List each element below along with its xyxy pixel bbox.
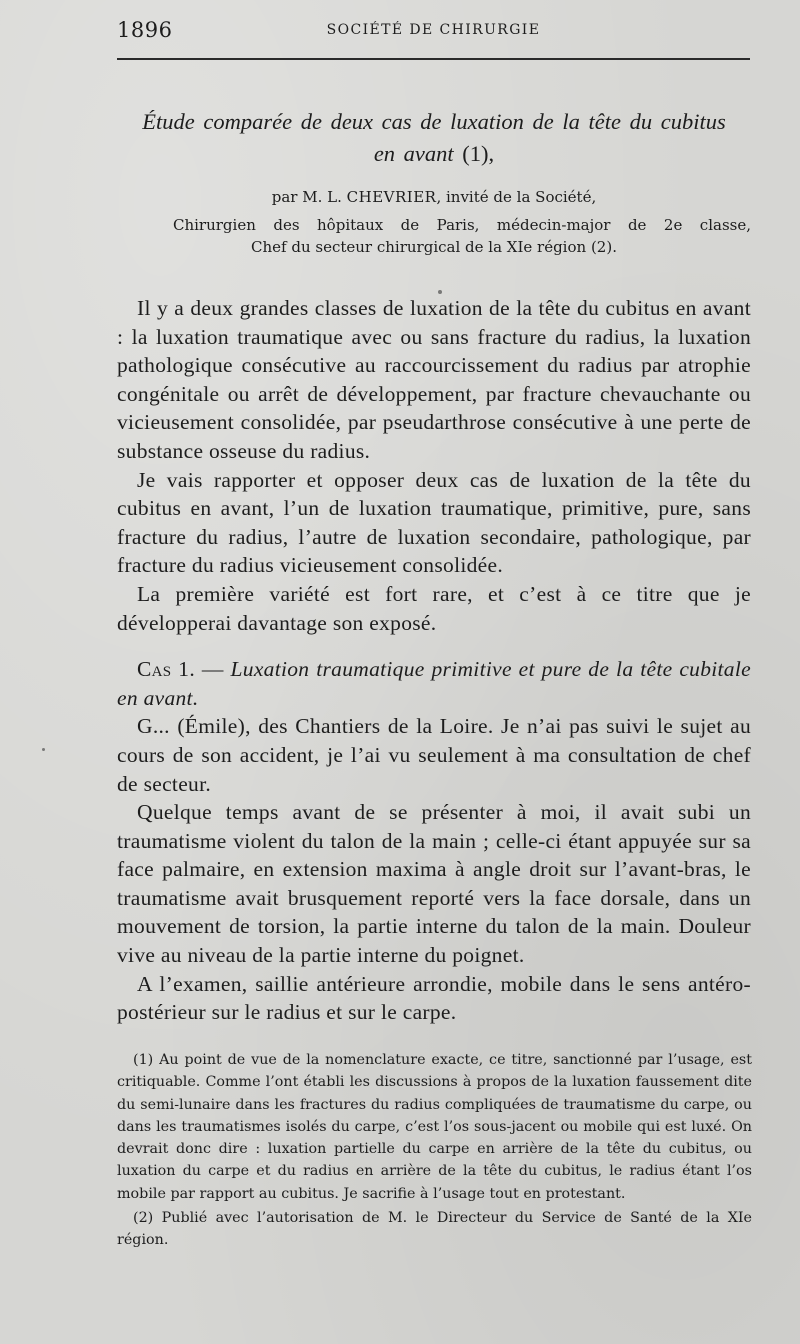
article-body xyxy=(117,294,751,1027)
author-name: CHEVRIER xyxy=(346,188,437,206)
paragraph-5: Quelque temps avant de se présenter à moi, il avait subi un traumatisme violent du talon de la main ; celle-ci étant appuyée sur sa face palmaire, en extension maxima à angle droit sur l’avant-bras, le traumatisme avait brusquement reporté vers la face dorsale, dans un mouvement de torsion, la partie interne du talon de la main. Douleur vive au niveau de la partie interne du poignet. xyxy=(117,800,751,968)
page-number: 1896 xyxy=(117,18,173,42)
title-en-avant: en avant xyxy=(373,141,454,166)
footnote-1: (1) Au point de vue de la nomenclature exacte, ce titre, sanctionné par l’usage, est critiquable. Comme l’ont établi les discussions à propos de la luxation faussement dite du semi-lunaire dans les fractures du radius compliquées de traumatisme du carpe, ou dans les traumatismes isolés du carpe, c’est l’os sous-jacent ou mobile qui est luxé. On devrait donc dire : luxation partielle du carpe en arrière de la tête du cubitus, ou luxation du carpe et du radius en arrière de la tête du cubitus, le radius étant l’os mobile par rapport au cubitus. Je sacrifie à l’usage tout en protestant. xyxy=(117,1052,752,1202)
byline-line-2: Chirurgien des hôpitaux de Paris, médecin-major de 2e classe, xyxy=(173,216,751,234)
ink-speck xyxy=(438,290,442,294)
byline-line-1 xyxy=(117,188,751,206)
page-header xyxy=(117,18,750,44)
paragraph-2: Je vais rapporter et opposer deux cas de luxation de la tête du cubitus en avant, l’un de luxation traumatique, primitive, pure, sans fracture du radius, l’autre de luxation secondaire, pathologique, par fracture du radius vicieusement consolidée. xyxy=(117,467,751,578)
title-second-line xyxy=(117,139,751,169)
footnote-2: (2) Publié avec l’autorisation de M. le Directeur du Service de Santé de la XIe région. xyxy=(117,1210,752,1249)
author-byline xyxy=(117,188,751,258)
header-rule xyxy=(117,58,750,60)
ink-speck xyxy=(42,748,45,751)
byline-prefix: par M. L. xyxy=(271,188,347,206)
case-heading xyxy=(117,655,751,712)
title-main: Étude comparée de deux cas de luxation de la tête du cubitus xyxy=(142,109,726,134)
title-note-ref: (1), xyxy=(462,141,495,166)
paragraph-6: A l’examen, saillie antérieure arrondie, mobile dans le sens antéro-postérieur sur le radius et sur le carpe. xyxy=(117,971,751,1025)
running-head: SOCIÉTÉ DE CHIRURGIE xyxy=(326,22,541,38)
article-title xyxy=(117,107,751,169)
byline-line-3: Chef du secteur chirurgical de la XIe région (2). xyxy=(251,238,617,256)
case-dash: — xyxy=(195,657,231,682)
byline-suffix: , invité de la Société, xyxy=(436,188,597,206)
paragraph-4: G... (Émile), des Chantiers de la Loire. Je n’ai pas suivi le sujet au cours de son accident, je l’ai vu seulement à ma consultation de chef de secteur. xyxy=(117,714,751,796)
paragraph-1: Il y a deux grandes classes de luxation de la tête du cubitus en avant : la luxation traumatique avec ou sans fracture du radius, la luxation pathologique consécutive au raccourcissement du radius par atrophie congénitale ou arrêt de développement, par fracture chevauchante ou vicieusement consolidée, par pseudarthrose consécutive à une perte de substance osseuse du radius. xyxy=(117,296,751,463)
paragraph-3: La première variété est fort rare, et c’est à ce titre que je développerai davantage son exposé. xyxy=(117,581,751,635)
footnotes xyxy=(117,1049,752,1252)
case-label: Cas 1. xyxy=(137,657,195,682)
case-title: Luxation traumatique primitive et pure de la tête cubitale en avant. xyxy=(117,657,751,710)
